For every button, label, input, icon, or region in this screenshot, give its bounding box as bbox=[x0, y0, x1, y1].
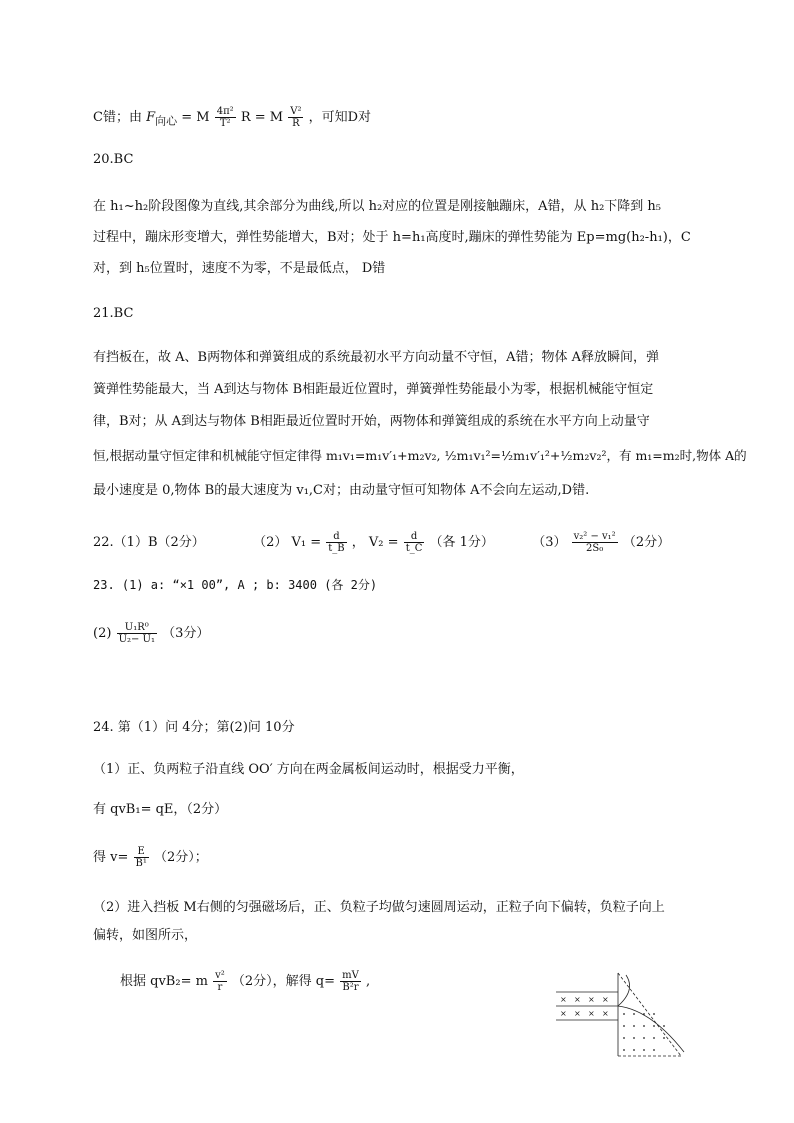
fraction: $\frac{\text{4π²}}{\text{T²}}$ bbox=[216, 106, 234, 129]
text: = M bbox=[181, 110, 210, 125]
text: V₂ = bbox=[368, 535, 399, 550]
paragraph-20-line1: 在 h₁~h₂阶段图像为直线,其余部分为曲线,所以 h₂对应的位置是刚接触蹦床，A错，从 h₂下降到 h₅ bbox=[93, 199, 661, 214]
text: （3） bbox=[532, 535, 567, 550]
fraction: $\frac{\text{V²}}{R}$ bbox=[290, 106, 302, 129]
text: C错；由 bbox=[93, 110, 142, 125]
text: 根据 qvB₂= m bbox=[120, 974, 208, 989]
svg-text:×: × bbox=[588, 1009, 595, 1018]
svg-text:×: × bbox=[560, 995, 567, 1004]
paragraph-21-line2: 簧弹性势能最大，当 A到达与物体 B相距最近位置时，弹簧弹性势能最小为零，根据机械能守恒定 bbox=[93, 382, 654, 397]
text: ， bbox=[351, 535, 365, 550]
text: V₁ = bbox=[291, 535, 322, 550]
answer-22 bbox=[93, 531, 670, 554]
text: ，可知D对 bbox=[308, 110, 372, 125]
text: (2) bbox=[93, 626, 112, 641]
paragraph-21-line5: 最小速度是 0,物体 B的最大速度为 v₁,C对；由动量守恒可知物体 A不会向左运动,D错. bbox=[93, 483, 590, 498]
fraction: $\frac{\text{U₁R⁰}}{\text{U₂− U₁}}$ bbox=[118, 622, 155, 645]
paragraph-21-line3: 律，B对；从 A到达与物体 B相距最近位置时开始，两物体和弹簧组成的系统在水平方向上动量守 bbox=[93, 414, 650, 429]
text: 得 v= bbox=[93, 850, 129, 865]
paragraph-21-line1: 有挡板在，故 A、B两物体和弹簧组成的系统最初水平方向动量不守恒，A错；物体 A释放瞬间，弹 bbox=[93, 350, 659, 365]
paragraph-21-line4: 恒,根据动量守恒定律和机械能守恒定律得 m₁v₁=m₁v′₁+m₂v₂, ½m₁v₁²=½m₁v′₁²+½m₂v₂²，有 m₁=m₂时,物体 A的 bbox=[93, 448, 747, 463]
answer-23-part2 bbox=[93, 622, 209, 645]
svg-text:×: × bbox=[602, 1009, 609, 1018]
answer-24-line2: 有 qvB₁= qE，（2分） bbox=[93, 802, 228, 817]
text: , bbox=[366, 974, 371, 989]
text: 22.（1）B（2分） bbox=[93, 535, 205, 550]
dot-markers bbox=[623, 1013, 665, 1051]
answer-23-part1: 23. (1) a: “×1 00”, A ; b: 3400 (各 2分) bbox=[93, 578, 378, 592]
answer-24-line4: （2）进入挡板 M右侧的匀强磁场后，正、负粒子均做匀速圆周运动，正粒子向下偏转，负粒子向上 bbox=[93, 900, 665, 915]
fraction: $\frac{d}{t\_B}$ bbox=[328, 531, 345, 554]
text: （2分） bbox=[622, 535, 671, 550]
answer-20: 20.BC bbox=[93, 152, 134, 167]
answer-24-line5: 偏转，如图所示， bbox=[93, 928, 198, 943]
fraction: $\frac{E}{\text{B¹}}$ bbox=[135, 846, 147, 869]
fraction: $\frac{\text{v²}}{r}$ bbox=[215, 970, 225, 993]
fraction: $\frac{d}{t\_C}$ bbox=[405, 531, 423, 554]
answer-24-line3 bbox=[93, 846, 208, 869]
text: （2） bbox=[253, 535, 288, 550]
cross-markers bbox=[560, 995, 609, 1018]
svg-text:×: × bbox=[560, 1009, 567, 1018]
text: R = M bbox=[240, 110, 284, 125]
fraction: $\frac{mV}{\text{B²r}}$ bbox=[342, 970, 359, 993]
svg-text:×: × bbox=[588, 995, 595, 1004]
text: （3分） bbox=[162, 626, 210, 641]
magnetic-field-diagram bbox=[556, 970, 691, 1060]
svg-text:×: × bbox=[602, 995, 609, 1004]
answer-24-header: 24. 第（1）问 4分；第(2)问 10分 bbox=[93, 720, 295, 735]
svg-text:×: × bbox=[574, 1009, 581, 1018]
text: （2分），解得 q= bbox=[231, 974, 335, 989]
symbol-f: F bbox=[146, 110, 156, 125]
text: （各 1分） bbox=[429, 535, 494, 550]
line-c-wrong: C错；由 $F_{向心} = M$ $\frac{\text{4π²}}{\text{T²}}$ R = M $\frac{\text{V²}}{R}$ ，可知D对 bbox=[93, 106, 372, 129]
svg-text:×: × bbox=[574, 995, 581, 1004]
answer-24-line6 bbox=[120, 970, 370, 993]
fraction: $\frac{\text{v₂² − v₁²}}{\text{2S₀}}$ bbox=[573, 531, 616, 554]
paragraph-20-line3: 对，到 h₅位置时，速度不为零，不是最低点， D错 bbox=[93, 261, 386, 276]
answer-24-line1: （1）正、负两粒子沿直线 OO′ 方向在两金属板间运动时，根据受力平衡， bbox=[93, 762, 524, 777]
paragraph-20-line2: 过程中，蹦床形变增大，弹性势能增大，B对；处于 h=h₁高度时,蹦床的弹性势能为 Ep=mg(h₂-h₁)，C bbox=[93, 230, 691, 245]
text: （2分）； bbox=[154, 850, 208, 865]
answer-21: 21.BC bbox=[93, 306, 134, 321]
